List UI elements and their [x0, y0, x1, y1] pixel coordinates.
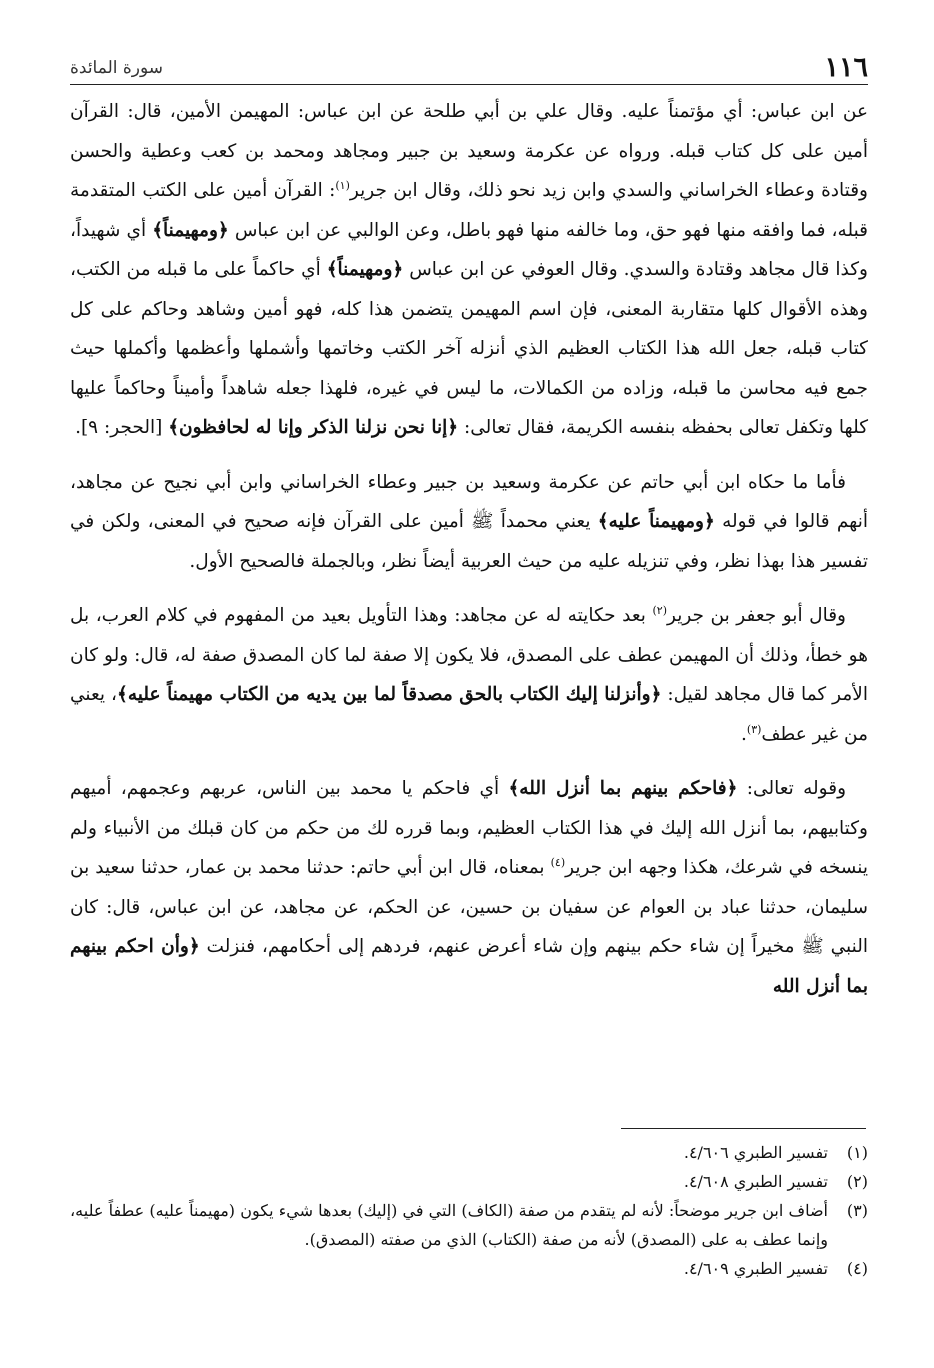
- quran-quote: ﴿ومهيمناً عليه﴾: [597, 511, 715, 532]
- footnote-number: (١): [846, 1143, 868, 1162]
- surah-title: سورة المائدة: [70, 58, 164, 78]
- footnote-number: (٢): [846, 1172, 868, 1191]
- footnote-divider: [621, 1128, 866, 1129]
- footnote-text: تفسير الطبري ٤/٦٠٨.: [683, 1172, 828, 1191]
- footnote-text: تفسير الطبري ٤/٦٠٦.: [683, 1143, 828, 1162]
- footnote-number: (٣): [846, 1201, 868, 1220]
- footnote-ref-2: (٢): [652, 603, 667, 617]
- footnote-item: [70, 1167, 868, 1196]
- paragraph-4: وقوله تعالى: ﴿فاحكم بينهم بما أنزل الله﴾ أي فاحكم يا محمد بين الناس، عربهم وعجمهم، أميهم وكتابيهم، بما أنزل الله إليك في هذا الكتاب العظيم، وبما قرره لك من حكم من كان قبلك من الأنبياء ولم ينسخه في شرعك، هكذا وجهه ابن جرير$^{(٤)}$ بمعناه، قال ابن أبي حاتم: حدثنا محمد بن عمار، حدثنا سعيد بن سليمان، حدثنا عباد بن العوام عن سفيان بن حسين، عن الحكم، عن مجاهد، عن ابن عباس، قال: كان النبي ﷺ مخيراً إن شاء حكم بينهم وإن شاء أعرض عنهم، فردهم إلى أحكامهم، فنزلت ﴿وأن احكم بينهم بما أنزل الله: [70, 778, 868, 997]
- paragraph-2: فأما ما حكاه ابن أبي حاتم عن عكرمة وسعيد بن جبير وعطاء الخراساني وابن أبي نجيح عن مجاهد، أنهم قالوا في قوله ﴿ومهيمناً عليه﴾ يعني محمداً ﷺ أمين على القرآن فإنه صحيح في المعنى، ولكن في تفسير هذا بهذا نظر، وفي تنزيله عليه من حيث العربية أيضاً نظر، وبالجملة فالصحيح الأول.: [70, 471, 868, 572]
- page-number: ١١٦: [824, 52, 868, 83]
- footnote-text: تفسير الطبري ٤/٦٠٩.: [683, 1259, 828, 1278]
- footnote-number: (٤): [846, 1259, 868, 1278]
- footnote-item: [70, 1254, 868, 1283]
- quran-quote: ﴿ومهيمناً﴾: [152, 219, 229, 241]
- footnote-ref-4: (٤): [550, 855, 566, 869]
- footnotes: [70, 1138, 868, 1283]
- quran-quote: ﴿وأنزلنا إليك الكتاب بالحق مصدقاً لما بين يديه من الكتاب مهيمناً عليه﴾: [117, 684, 662, 705]
- paragraph-1: عن ابن عباس: أي مؤتمناً عليه. وقال علي بن أبي طلحة عن ابن عباس: المهيمن الأمين، قال: القرآن أمين على كل كتاب قبله. ورواه عن عكرمة وسعيد بن جبير ومجاهد ومحمد بن كعب وعطية والحسن وقتادة وعطاء الخراساني والسدي وابن زيد نحو ذلك، وقال ابن جرير$^{(١)}$: القرآن أمين على الكتب المتقدمة قبله، فما وافقه منها فهو حق، وما خالفه منها فهو باطل، وعن الوالبي عن ابن عباس ﴿ومهيمناً﴾ أي شهيداً، وكذا قال مجاهد وقتادة والسدي. وقال العوفي عن ابن عباس ﴿ومهيمناً﴾ أي حاكماً على ما قبله من الكتب، وهذه الأقوال كلها متقاربة المعنى، فإن اسم المهيمن يتضمن هذا كله، فهو أمين وشاهد وحاكم على كل كتاب قبله، جعل الله هذا الكتاب العظيم الذي أنزله آخر الكتب وخاتمها وأشملها وأعظمها وأكملها حيث جمع فيه محاسن ما قبله، وزاده من الكمالات، ما ليس في غيره، فلهذا جعله شاهداً وأميناً وحاكماً عليها كلها وتكفل تعالى بحفظه بنفسه الكريمة، فقال تعالى: ﴿إنا نحن نزلنا الذكر وإنا له لحافظون﴾ [الحجر: ٩].: [70, 101, 868, 438]
- footnote-item: [70, 1138, 868, 1167]
- page-header: [70, 50, 868, 85]
- quran-quote: ﴿ومهيمناً﴾: [326, 259, 404, 280]
- quran-quote: ﴿فاحكم بينهم بما أنزل الله﴾: [508, 778, 738, 799]
- footnote-text: أضاف ابن جرير موضحاً: لأنه لم يتقدم من صفة (الكاف) التي في (إليك) بعدها شيء يكون (مهيمناً عليه) عطفاً عليه، وإنما عطف به على (المصدق) لأنه من صفة (الكتاب) الذي من صفته (المصدق).: [70, 1201, 828, 1249]
- footnote-ref-3: (٣): [746, 722, 762, 736]
- footnote-item: [70, 1196, 868, 1254]
- quran-quote: ﴿وأن احكم بينهم بما أنزل الله: [70, 936, 868, 997]
- main-text: [70, 92, 868, 1021]
- quran-quote: ﴿إنا نحن نزلنا الذكر وإنا له لحافظون﴾: [168, 417, 459, 438]
- paragraph-3: وقال أبو جعفر بن جرير$^{(٢)}$ بعد حكايته له عن مجاهد: وهذا التأويل بعيد من المفهوم في كلام العرب، بل هو خطأ، وذلك أن المهيمن عطف على المصدق، فلا يكون إلا صفة لما كان المصدق صفة له، قال: ولو كان الأمر كما قال مجاهد لقيل: ﴿وأنزلنا إليك الكتاب بالحق مصدقاً لما بين يديه من الكتاب مهيمناً عليه﴾، يعني من غير عطف$^{(٣)}$.: [70, 603, 868, 745]
- footnote-ref-1: (١): [335, 178, 350, 192]
